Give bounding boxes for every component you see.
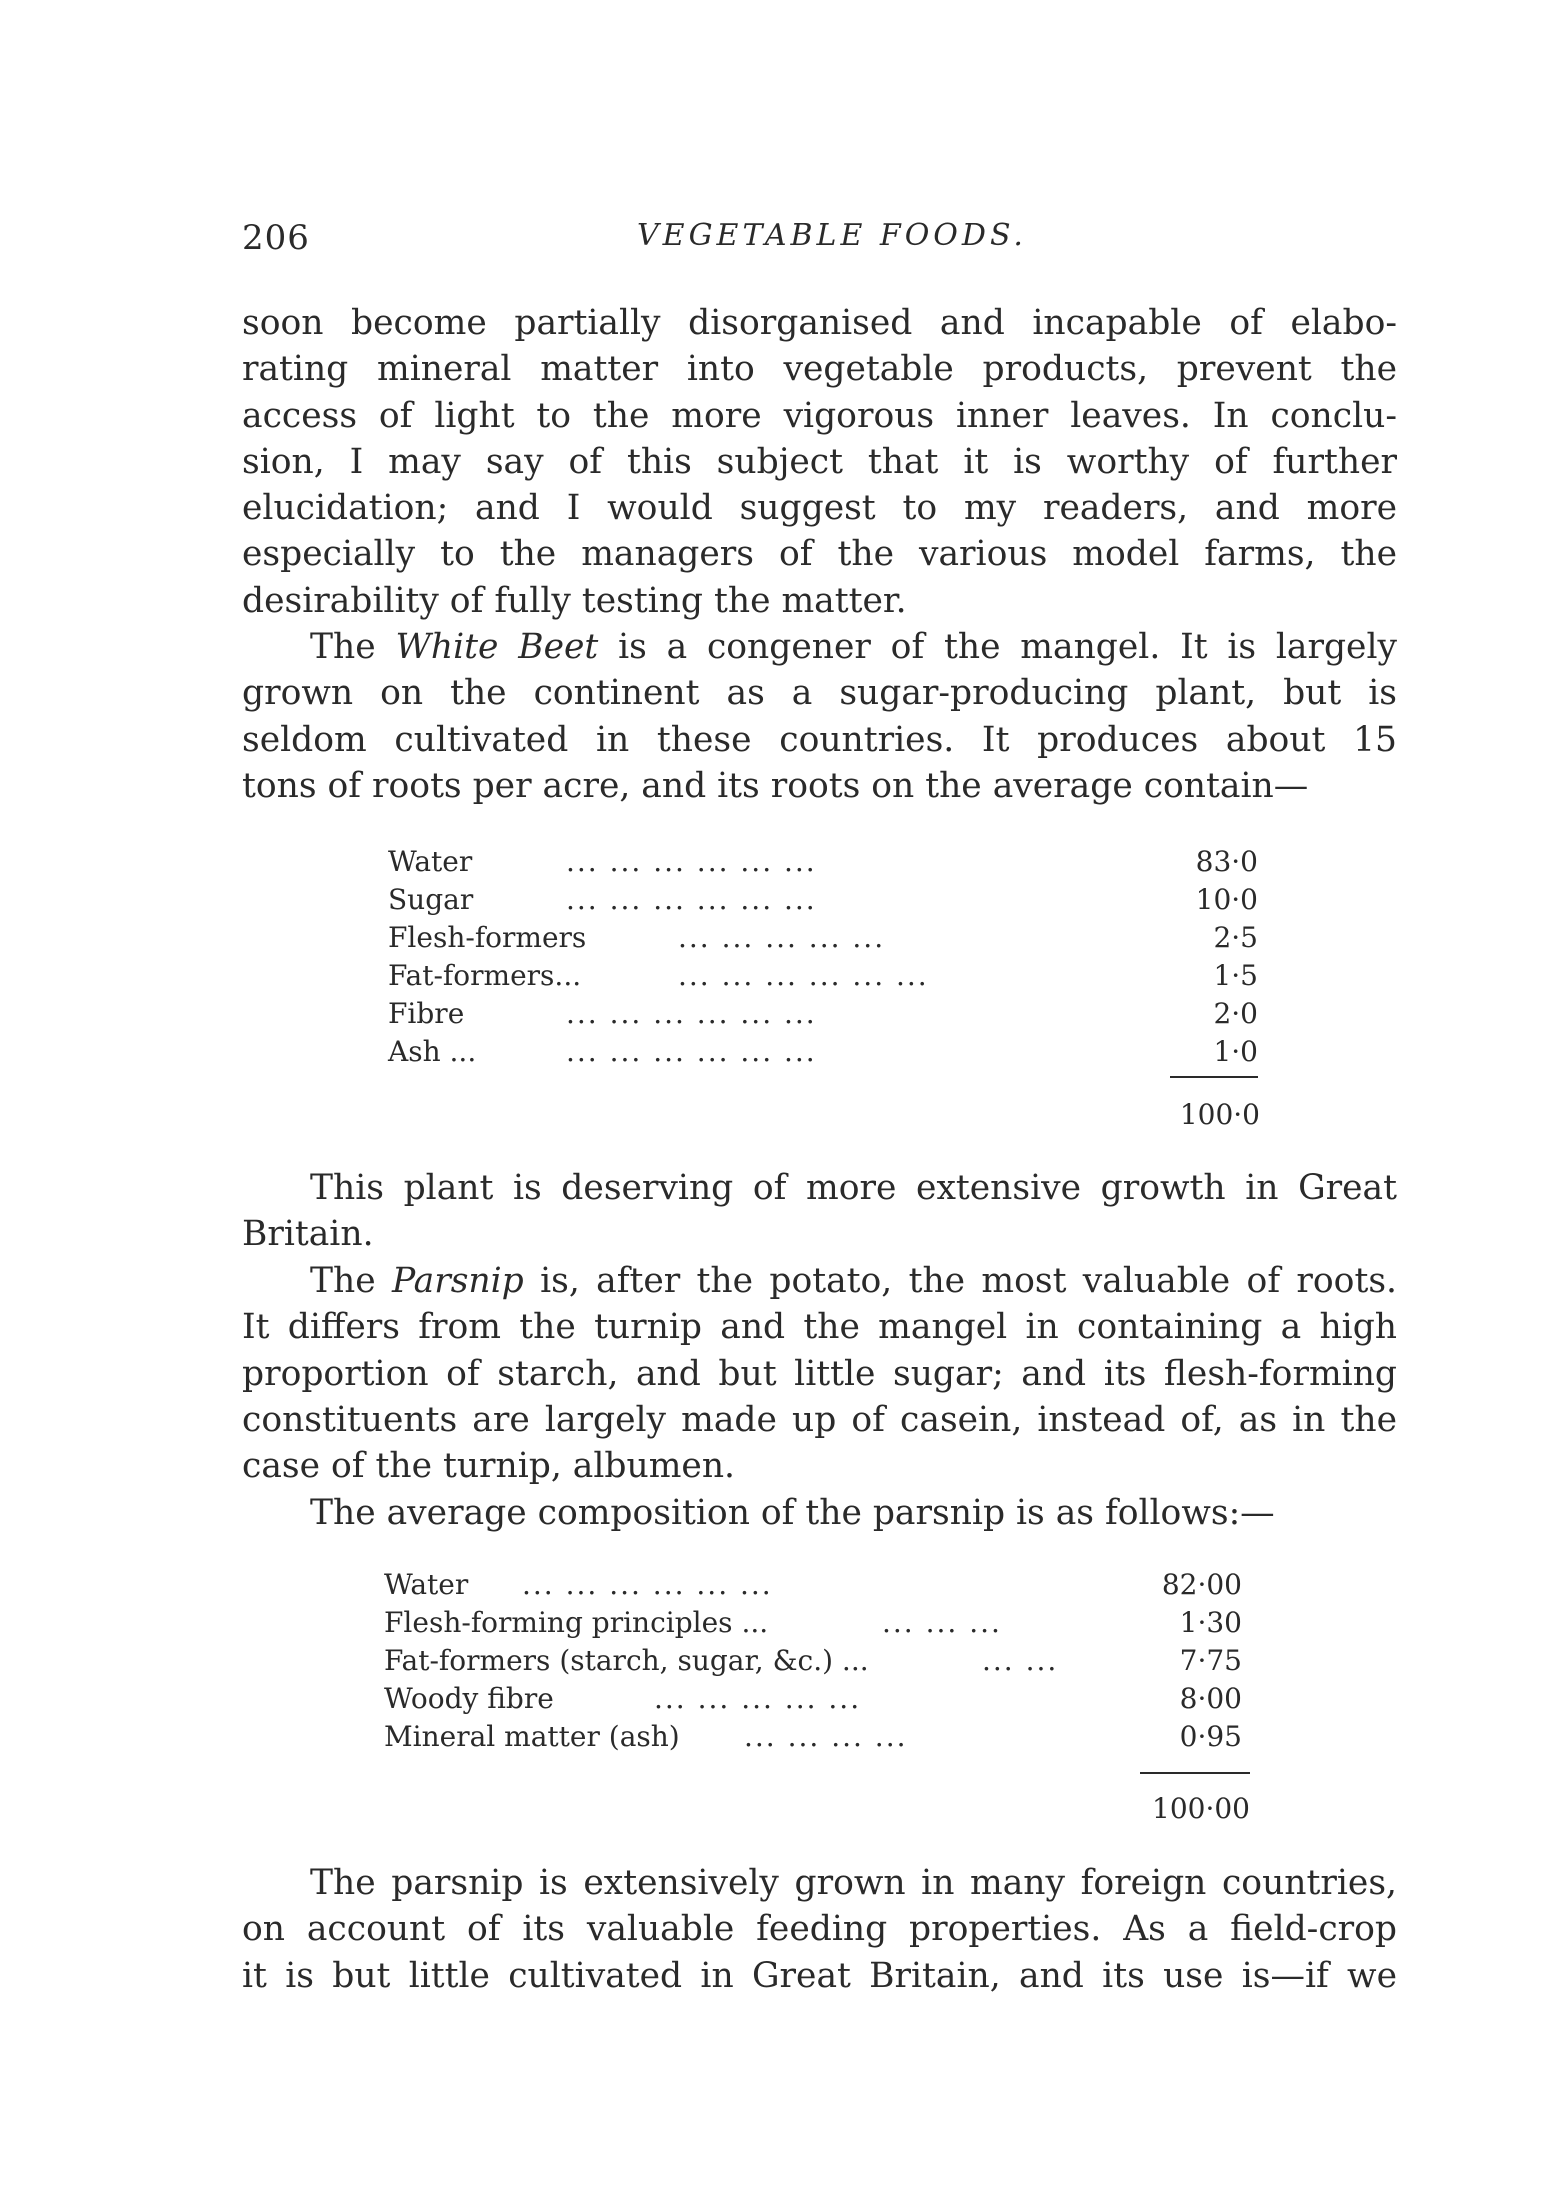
table-row: Sugar ... ... ... ... ... ... 10·0 xyxy=(388,883,1258,916)
table-total: 100·00 xyxy=(1152,1792,1250,1825)
term-white-beet: White Beet xyxy=(395,627,599,667)
text-line: It differs from the turnip and the mangel in containing a high xyxy=(242,1307,1397,1348)
text-line: on account of its valuable feeding properties. As a field-crop xyxy=(242,1909,1397,1950)
text-line: The Parsnip is, after the potato, the most valuable of roots. xyxy=(310,1261,1397,1301)
table-row: Woody fibre ... ... ... ... ... 8·00 xyxy=(384,1682,1242,1715)
table-row: Mineral matter (ash) ... ... ... ... 0·95 xyxy=(384,1720,1242,1753)
page-number: 206 xyxy=(242,218,310,258)
term-parsnip: Parsnip xyxy=(391,1261,524,1301)
table-row: Flesh-forming principles ... ... ... ... 1·30 xyxy=(384,1606,1242,1639)
text-line: The parsnip is extensively grown in many foreign countries, xyxy=(310,1863,1397,1903)
paragraph-3 xyxy=(242,1165,1397,1258)
parsnip-composition-table xyxy=(384,1568,1284,1758)
text-line: sion, I may say of this subject that it is worthy of further xyxy=(242,441,1397,482)
text-line: elucidation; and I would suggest to my readers, and more xyxy=(242,488,1397,529)
text-line: constituents are largely made up of casein, instead of, as in the xyxy=(242,1399,1397,1440)
running-title: VEGETABLE FOODS. xyxy=(637,218,1027,253)
table-row: Fat-formers... ... ... ... ... ... ... 1·5 xyxy=(388,959,1258,992)
paragraph-white-beet xyxy=(242,624,1397,809)
table-row: Water ... ... ... ... ... ... 82·00 xyxy=(384,1568,1242,1601)
white-beet-composition-table xyxy=(388,845,1288,1073)
text-line: This plant is deserving of more extensive growth in Great xyxy=(310,1168,1397,1208)
table-row: Flesh-formers ... ... ... ... ... 2·5 xyxy=(388,921,1258,954)
table-total: 100·0 xyxy=(1179,1098,1260,1131)
paragraph-parsnip xyxy=(242,1258,1397,1489)
sum-rule xyxy=(1170,1076,1258,1078)
paragraph-6 xyxy=(242,1860,1397,1999)
table-row: Water ... ... ... ... ... ... 83·0 xyxy=(388,845,1258,878)
text-line: case of the turnip, albumen. xyxy=(242,1446,736,1487)
text-line: tons of roots per acre, and its roots on the average contain— xyxy=(242,765,1309,806)
text-line: rating mineral matter into vegetable products, prevent the xyxy=(242,349,1397,390)
text-line: especially to the managers of the various model farms, the xyxy=(242,534,1397,575)
page-header xyxy=(242,218,1422,258)
text-line: seldom cultivated in these countries. It produces about 15 xyxy=(242,719,1397,760)
text-line: grown on the continent as a sugar-producing plant, but is xyxy=(242,673,1397,714)
text-line: desirability of fully testing the matter. xyxy=(242,580,907,621)
table-row: Fibre ... ... ... ... ... ... 2·0 xyxy=(388,997,1258,1030)
text-line: proportion of starch, and but little sugar; and its flesh-forming xyxy=(242,1353,1397,1394)
text-line: access of light to the more vigorous inner leaves. In conclu- xyxy=(242,395,1397,436)
text-line: The average composition of the parsnip is as follows:— xyxy=(310,1493,1275,1533)
paragraph-1 xyxy=(242,300,1397,624)
text-line: it is but little cultivated in Great Britain, and its use is—if we xyxy=(242,1955,1397,1996)
table-row: Fat-formers (starch, sugar, &c.) ... ... ... 7·75 xyxy=(384,1644,1242,1677)
text-line: soon become partially disorganised and incapable of elabo- xyxy=(242,303,1397,343)
sum-rule xyxy=(1140,1772,1250,1774)
paragraph-5 xyxy=(242,1490,1397,1536)
text-line: Britain. xyxy=(242,1214,374,1255)
text-line: The White Beet is a congener of the mangel. It is largely xyxy=(310,627,1397,667)
table-row: Ash ... ... ... ... ... ... ... 1·0 xyxy=(388,1035,1258,1068)
